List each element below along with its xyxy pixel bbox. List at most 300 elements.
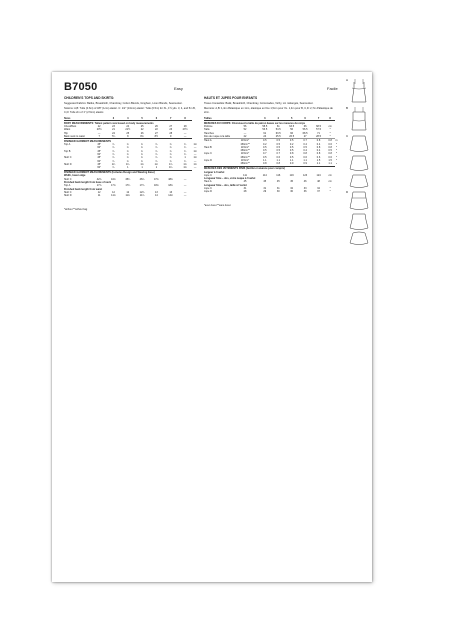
yardage-view-label: Top B <box>64 149 71 153</box>
yardage-value: 0.2 <box>263 142 267 146</box>
yardage-value: 1¼ <box>154 162 159 166</box>
measurement-value: 22 <box>243 134 247 138</box>
measurement-value: 23 <box>112 125 115 129</box>
measurement-label: Hanches <box>204 131 214 135</box>
size-header-cell: 6 <box>149 117 163 121</box>
measurement-value: 28 <box>169 131 173 135</box>
measurement-value: 26 <box>140 131 144 135</box>
yardage-value: 1¼ <box>168 166 173 170</box>
finished-value: — <box>183 184 187 188</box>
yardage-value: 0.7 <box>276 152 280 156</box>
yardage-value: ¾ <box>155 153 158 157</box>
measurement-value: 23½ <box>182 128 188 132</box>
finished-row <box>204 190 338 193</box>
measurement-value: 7¾ <box>111 134 116 138</box>
yardage-value: ¾ <box>155 149 158 153</box>
yardage-value: ¾ <box>112 153 115 157</box>
finished-value: 29 <box>263 190 267 194</box>
yardage-value: ¾ <box>169 156 172 160</box>
yardage-value: ¾ <box>169 149 172 153</box>
finished-value: 12 <box>97 190 101 194</box>
yardage-value: 0.5 <box>289 145 294 149</box>
yardage-value: 0.4 <box>316 142 321 146</box>
measurement-value: 28.5 <box>316 134 321 138</box>
finished-value: 14 <box>155 194 158 198</box>
finished-value: — <box>183 194 187 198</box>
yardage-value: ¾ <box>126 153 129 157</box>
yardage-value: ¾ <box>155 156 158 160</box>
finished-value: 45 <box>290 180 294 184</box>
yardage-value: ¾ <box>169 146 172 150</box>
yardage-fabric-width: 45" <box>97 143 101 147</box>
finished-label: Skirt D <box>64 194 72 198</box>
yardage-value: ¾ <box>112 143 115 147</box>
yardage-fabric-width: 45" <box>97 162 101 166</box>
yardage-value: ¾ <box>169 159 172 163</box>
yardage-value: 1¾ <box>183 162 187 166</box>
view-a-figure <box>348 78 370 104</box>
yardage-value: 1.1 <box>289 159 294 163</box>
yardage-value: ¾ <box>112 146 115 150</box>
finished-value: 111 <box>243 173 247 177</box>
measurement-value: 54.5 <box>275 128 281 132</box>
finished-value: 17¾ <box>139 184 145 188</box>
finished-value: 124 <box>316 173 321 177</box>
measurement-value: 25 <box>126 131 130 135</box>
finished-value: 12¾ <box>139 190 145 194</box>
yardage-value: ¾ <box>112 149 115 153</box>
yardage-value: 1.1 <box>276 159 280 163</box>
fabrics-en: Suggested Fabrics: Batiks, Broadcloth, Chambray, Cotton Blends, Gingham, Linen Blends, Seersucker. <box>64 102 183 105</box>
finished-value: 44¾ <box>111 177 116 181</box>
measurement-value: 57.5 <box>316 128 321 132</box>
yardage-fabric-width: 115cm* <box>240 145 250 149</box>
yardage-value: 1.1 <box>303 159 307 163</box>
measurement-value: 7 <box>98 134 100 138</box>
yardage-fabric-width: 150cm** <box>240 142 250 146</box>
finished-value: — <box>183 190 187 194</box>
measurement-label: Taille <box>204 128 210 132</box>
view-b-label: B <box>346 106 349 110</box>
yardage-value: 0.5 <box>276 149 280 153</box>
view-d-label: D <box>346 190 349 194</box>
yardage-fabric-width: 150cm** <box>240 149 250 153</box>
yardage-value: 1 <box>141 166 143 170</box>
yardage-fabric-width: 150cm** <box>240 155 250 159</box>
title-fr: HAUTS ET JUPES POUR ENFANTS <box>204 96 258 100</box>
yardage-value: 0.5 <box>263 149 267 153</box>
yardage-view-label: Haut B <box>204 145 212 149</box>
yardage-value: ¾ <box>126 149 129 153</box>
yardage-value: 0.6 <box>328 155 332 159</box>
yardage-value: 1¼ <box>193 143 197 147</box>
yardage-value: 0.8 <box>289 152 294 156</box>
yardage-value: ¾ <box>184 146 187 150</box>
measurement-label: Dos de nuque à la taille <box>204 134 231 138</box>
finished-value: 30 <box>290 190 294 194</box>
yardage-view-label: Skirt D <box>64 162 72 166</box>
yardage-value: 1.1 <box>328 162 332 166</box>
size-table-fr <box>204 117 338 194</box>
yardage-value: ¾ <box>155 146 158 150</box>
yardage-value: 1¼ <box>183 166 187 170</box>
finished-value: 12 <box>112 190 115 194</box>
yardage-view-label: Jupe C <box>204 152 212 156</box>
title-en: CHILDREN'S TOPS AND SKIRTS: <box>64 96 115 100</box>
yardage-value: * <box>335 152 337 156</box>
measurement-value: cm <box>328 125 332 129</box>
finished-title: FINISHED GARMENT MEASUREMENTS (Includes Design and Wearing Ease) <box>64 170 192 174</box>
footnote-en: *without **without bag <box>64 207 88 211</box>
yardage-value: — <box>193 159 197 163</box>
footnote-fr: *avec duvet **sans duvet <box>204 203 231 207</box>
yardage-value: 1.5 <box>328 159 332 163</box>
finished-value: 11 <box>97 194 101 198</box>
finished-value: 34 <box>317 187 320 191</box>
measurement-value: 56 <box>243 125 247 129</box>
finished-label: Skirt C <box>64 190 72 194</box>
yardage-value: 0.8 <box>303 152 307 156</box>
finished-value: 17¾ <box>111 184 116 188</box>
finished-value: 46¾ <box>139 177 145 181</box>
yardage-value: 0.6 <box>316 155 321 159</box>
finished-title: MESURES DES VÊTEMENTS FINIS (facilité et aisance pour compris) <box>204 166 335 170</box>
finished-subtitle: Width, lower edge <box>64 174 86 178</box>
measurement-value: 24 <box>126 125 130 129</box>
finished-value: 114 <box>262 173 267 177</box>
yardage-value: 1 <box>184 156 186 160</box>
yardage-value: ¾ <box>169 153 172 157</box>
measurement-value: 68.5 <box>316 125 321 129</box>
measurement-value: — <box>183 134 187 138</box>
yardage-value: 0.5 <box>276 139 280 143</box>
measurement-label: Hip <box>64 131 68 135</box>
finished-value: 48 <box>317 180 320 184</box>
finished-value: 13 <box>155 190 158 194</box>
yardage-value: ¾ <box>141 143 144 147</box>
yardage-value: 0.4 <box>303 149 307 153</box>
yardage-value: 0.5 <box>263 145 267 149</box>
yardage-value: — <box>193 166 197 170</box>
measurement-value: 22 <box>97 125 101 129</box>
finished-value: — <box>183 177 187 181</box>
view-b-figure <box>348 106 370 132</box>
size-header-cell: 7 <box>312 117 325 121</box>
yardage-value: 0.5 <box>263 155 267 159</box>
measurement-value: 28 <box>183 125 187 129</box>
yardage-value: 0.8 <box>316 139 321 143</box>
measurement-value: 26.5 <box>289 134 295 138</box>
measurement-value: 53.5 <box>262 128 268 132</box>
yardage-value: 0.7 <box>303 139 307 143</box>
pattern-number: B7050 <box>64 81 98 93</box>
yardage-fabric-width: 60" <box>97 166 101 170</box>
finished-value: 33 <box>303 187 307 191</box>
finished-label: Jupe D <box>204 190 212 194</box>
yardage-value: ¾ <box>184 159 187 163</box>
yardage-view-label: Top A <box>64 143 71 147</box>
measurement-value: 27 <box>155 131 158 135</box>
yardage-value: 0.6 <box>303 155 307 159</box>
finished-value: 17¾ <box>125 184 131 188</box>
yardage-value: 0.5 <box>289 149 294 153</box>
skirt-c-drawing <box>348 134 370 188</box>
finished-value: 18¾ <box>168 184 174 188</box>
measurement-value: 63.5 <box>289 125 295 129</box>
measurement-label: Waist <box>64 128 71 132</box>
yardage-value: 0.6 <box>328 142 332 146</box>
measurement-value: 71 <box>317 131 320 135</box>
finished-value: 45 <box>276 180 280 184</box>
measurement-value: 8¼ <box>140 134 144 138</box>
yardage-fabric-width: 115cm* <box>240 159 250 163</box>
difficulty-level-fr: Facile <box>327 86 338 91</box>
size-header-cell: 4 <box>121 117 135 121</box>
finished-value: 45¾ <box>125 177 131 181</box>
yardage-value: ¾ <box>126 146 129 150</box>
measurement-value: 56.5 <box>302 128 308 132</box>
yardage-value: 1¼ <box>140 162 144 166</box>
yardage-value: 0.9 <box>289 162 294 166</box>
size-header-cell: 5 <box>135 117 149 121</box>
finished-value: 11¾ <box>125 194 131 198</box>
yardage-value: 1.1 <box>316 162 321 166</box>
yardage-value: 0.9 <box>303 162 307 166</box>
yardage-value: ¾ <box>169 143 172 147</box>
yardage-value: 1 <box>155 166 158 170</box>
yardage-value: ¾ <box>184 149 187 153</box>
yardage-value: ¾ <box>155 143 158 147</box>
yardage-fabric-width: 60" <box>97 159 101 163</box>
yardage-value: ¾ <box>126 156 129 160</box>
finished-row-heading: Finished back length from waist <box>64 187 103 191</box>
yardage-fabric-width: 45" <box>97 149 101 153</box>
yardage-value: 0.8 <box>276 162 280 166</box>
measurement-label: Poitrine <box>204 125 213 129</box>
finished-row-heading: Finished back length from base of neck <box>64 181 111 185</box>
finished-value: 116 <box>276 173 281 177</box>
yardage-value: 0.5 <box>276 145 280 149</box>
measurement-value: 58.5 <box>262 125 268 129</box>
measurement-value: 27 <box>169 125 173 129</box>
measurement-value: * <box>329 134 331 138</box>
measurement-value: 61 <box>263 131 267 135</box>
yardage-value: ¾ <box>184 143 187 147</box>
yardage-value: ¾ <box>126 159 129 163</box>
measurement-value: 25.5 <box>275 134 281 138</box>
view-c-figure <box>348 134 370 188</box>
yardage-fabric-width: 60" <box>97 146 101 150</box>
measurement-value: 21½ <box>125 128 131 132</box>
measurement-value: 22 <box>140 128 144 132</box>
yardage-value: 0.8 <box>263 162 267 166</box>
finished-label: Skirt C <box>64 177 72 181</box>
notions-fr: Mercerie: A,B: 1,4m d'Elastique en 1cm, élastique en fine 1,5cm pour XL. 1,4m pour B, C,D: 2,7m d'Elastique de 2cm. <box>204 107 333 114</box>
fabrics-fr: Tissus Conseillés: Batik, Broadcloth, Chambray, Cotonnades, Vichy, Lin mélangés, Seersucker. <box>204 102 314 105</box>
yardage-value: 0.5 <box>276 142 280 146</box>
measurement-value: 68.5 <box>302 131 308 135</box>
yardage-value: ¾ <box>141 153 144 157</box>
yardage-value: 1.1 <box>263 159 267 163</box>
size-header-cell: 3 <box>106 117 120 121</box>
yardage-value: 0.5 <box>289 139 294 143</box>
finished-value: 45 <box>263 180 267 184</box>
finished-value: 18¼ <box>153 184 159 188</box>
measurement-value: * <box>329 131 331 135</box>
yardage-value: * <box>335 155 337 159</box>
finished-value: 11¼ <box>111 194 116 198</box>
finished-row-heading: Longueur finie – dos, taille à l'ourlet <box>204 183 247 187</box>
yardage-value: 0.8 <box>328 152 332 156</box>
skirt-d-drawing <box>348 190 370 246</box>
size-header-cell: 8 <box>325 117 335 121</box>
finished-row <box>64 194 198 197</box>
measurement-value: 22 <box>155 128 158 132</box>
finished-value: 31 <box>276 187 280 191</box>
yardage-value: 0.6 <box>276 155 280 159</box>
finished-label: Top A <box>64 184 71 188</box>
finished-value: 13 <box>169 190 173 194</box>
finished-value: 123 <box>303 173 308 177</box>
size-header-cell: 8 <box>178 117 192 121</box>
yardage-value: ¾ <box>141 149 144 153</box>
yardage-title: FINISHED GARMENT MEASUREMENTS <box>64 139 192 143</box>
yardage-value: ¾ <box>112 159 115 163</box>
measurement-value: — <box>183 131 187 135</box>
yardage-value: ¾ <box>184 153 187 157</box>
yardage-value: 1.5 <box>316 159 321 163</box>
finished-value: 37 <box>317 190 320 194</box>
finished-value: 31 <box>243 187 247 191</box>
measurement-value: 66 <box>303 125 307 129</box>
finished-label: Jupe C <box>204 187 212 191</box>
yardage-value: 0.8 <box>328 145 332 149</box>
top-a-drawing <box>348 78 370 104</box>
finished-value: 14¼ <box>168 194 174 198</box>
size-header-cell: 7 <box>164 117 178 121</box>
yardage-value: ¾ <box>112 166 115 170</box>
yardage-fabric-width: 60" <box>97 153 101 157</box>
size-header-label: Sizes <box>64 117 92 121</box>
size-header-cell: 5 <box>285 117 298 121</box>
yardage-value: ¾ <box>126 143 129 147</box>
yardage-value: * <box>335 145 337 149</box>
yardage-value: 1¾ <box>193 162 197 166</box>
yardage-value: ¾ <box>112 156 115 160</box>
measurement-value: 8½ <box>154 134 159 138</box>
finished-value: 30 <box>276 190 280 194</box>
finished-value: 48¾ <box>168 177 174 181</box>
finished-label: Jupe C <box>204 173 212 177</box>
finished-value: 47¾ <box>153 177 159 181</box>
yardage-value: 0.4 <box>316 149 321 153</box>
finished-value: 31 <box>263 187 267 191</box>
finished-value: 46 <box>303 180 307 184</box>
yardage-value: * <box>335 159 337 163</box>
measurement-value: — <box>243 131 247 135</box>
finished-row-heading: Longueur finie – dos, votre nuque à l'ourlet <box>204 177 256 181</box>
yardage-value: 1¼ <box>193 149 197 153</box>
size-table-en <box>64 117 198 198</box>
yardage-fabric-width: 45" <box>97 156 101 160</box>
yardage-value: * <box>335 149 337 153</box>
yardage-value: 0.8 <box>316 152 321 156</box>
measurement-value: 63.5 <box>275 131 281 135</box>
yardage-value: 0.5 <box>263 139 267 143</box>
yardage-value: 1 <box>127 166 129 170</box>
yardage-value: m <box>335 139 338 143</box>
french-column <box>204 84 338 207</box>
finished-value: * <box>329 190 331 194</box>
measurement-value: — <box>97 131 101 135</box>
measurement-value: 25 <box>140 125 144 129</box>
measurement-value: 24 <box>112 131 115 135</box>
finished-value: 36 <box>303 190 307 194</box>
yardage-value: 0.8 <box>316 145 321 149</box>
measurement-value: 23 <box>169 128 173 132</box>
measurement-value: 21 <box>112 128 115 132</box>
measurement-value: * <box>329 128 331 132</box>
finished-value: 17¾ <box>96 184 102 188</box>
measurement-value: 27 <box>303 134 307 138</box>
difficulty-level-en: Easy <box>174 86 183 91</box>
english-column <box>64 84 198 211</box>
finished-value: 28 <box>243 190 247 194</box>
yardage-value: — <box>193 153 197 157</box>
yardage-value: 1¼ <box>126 162 130 166</box>
yardage-value: 1¾ <box>168 162 173 166</box>
yardage-fabric-width: 150cm** <box>240 162 250 166</box>
yardage-value: 0.5 <box>303 145 307 149</box>
yardage-value: 0.8 <box>328 139 332 143</box>
measurement-label: Chest/Bust <box>64 125 77 129</box>
measurement-value: 61 <box>276 125 280 129</box>
yardage-view-label: Haut A <box>204 139 212 143</box>
yardage-value: — <box>193 146 197 150</box>
finished-label: Haut A <box>204 180 212 184</box>
measurement-value: 9 <box>170 134 172 138</box>
measurement-value: 52 <box>243 128 247 132</box>
yardage-fabric-width: 115cm* <box>240 139 250 143</box>
top-b-drawing <box>348 106 370 132</box>
yardage-view-label: Jupe D <box>204 159 212 163</box>
finished-value: cm <box>328 173 332 177</box>
view-thumbnails <box>348 78 370 248</box>
size-header-cell: 4 <box>272 117 285 121</box>
measurement-value: 66 <box>290 131 294 135</box>
yardage-view-label: Skirt C <box>64 156 72 160</box>
finished-value: cm <box>328 180 332 184</box>
yardage-value: ¾ <box>141 159 144 163</box>
yardage-value: * <box>335 162 337 166</box>
measurement-value: 20½ <box>96 128 102 132</box>
finished-value: 45 <box>243 180 247 184</box>
yardage-value: ¾ <box>141 146 144 150</box>
yardage-value: 0.5 <box>289 155 294 159</box>
yardage-value: 1¼ <box>193 156 197 160</box>
view-d-figure <box>348 190 370 246</box>
measurement-label: Back neck to waist <box>64 134 85 138</box>
finished-value: 42¾ <box>96 177 102 181</box>
yardage-value: 0.4 <box>303 142 307 146</box>
notions-en: Notions: A,B: Tulle (0.6m) of 3/8" (1cm) elastic. C: 1/2" (13mm) elastic: Tulle (0.5m) for XL, 1½ yds. 3, 4, and 5m B, C,D: Tulle 2m of 1" (2.5cm) elastic. <box>64 107 196 114</box>
measurement-value: 56 <box>290 128 294 132</box>
finished-value: 12 <box>126 190 130 194</box>
measurement-value: 26 <box>155 125 158 129</box>
finished-value: 119 <box>289 173 294 177</box>
measurement-value: 8 <box>127 134 129 138</box>
size-header-cell: 6 <box>298 117 311 121</box>
